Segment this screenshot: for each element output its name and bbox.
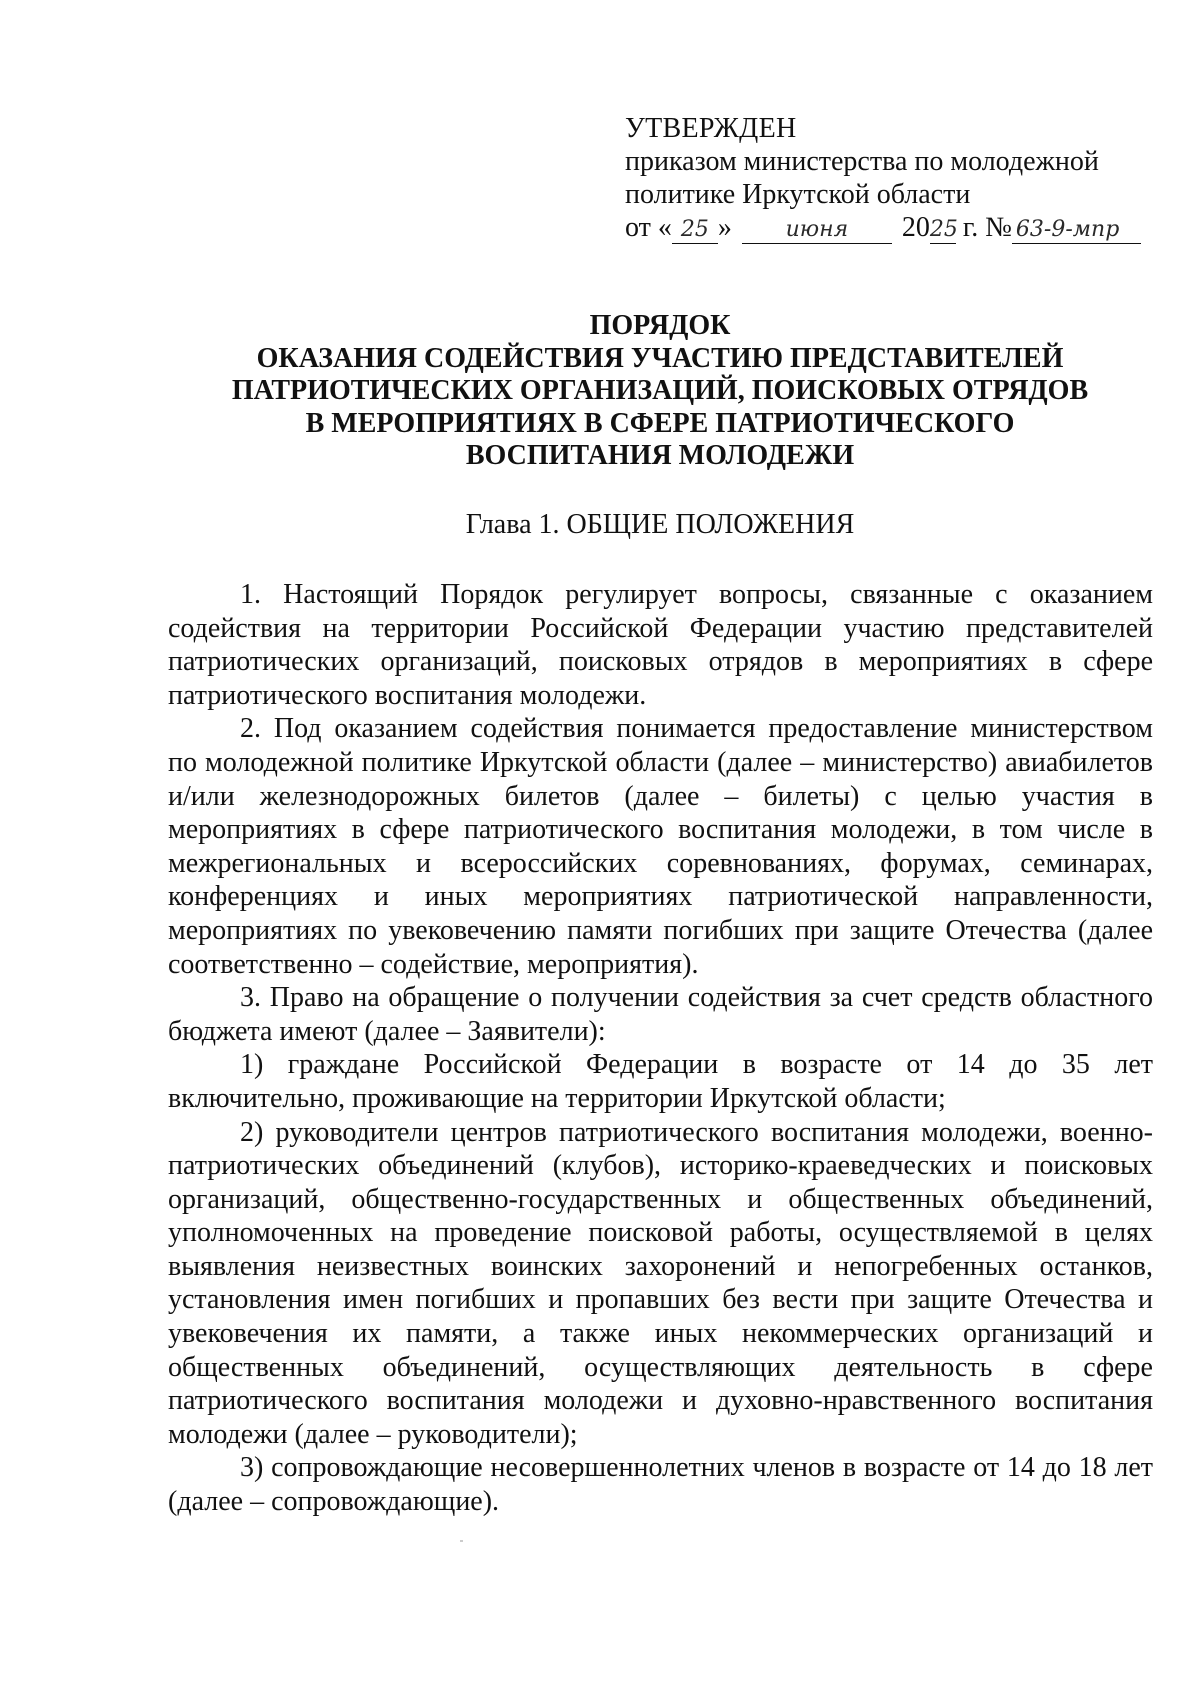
- paragraph: 1) граждане Российской Федерации в возрасте от 14 до 35 лет включительно, проживающие на территории Иркутской области;: [168, 1049, 1153, 1114]
- paragraph: 1. Настоящий Порядок регулирует вопросы, связанные с оказанием содействия на территории Российской Федерации участию представителей патриотических организаций, поисковых отрядов в мероприятиях в сфере патриотического воспитания молодежи.: [168, 579, 1153, 711]
- title-line: ПОРЯДОК: [589, 310, 731, 341]
- document-title: [160, 310, 1160, 473]
- date-suffix: г. №: [955, 212, 1012, 243]
- date-mid: »: [717, 212, 732, 243]
- date-year-prefix: 20: [901, 212, 930, 243]
- approval-line-2: политике Иркутской области: [625, 179, 971, 210]
- date-prefix: от «: [625, 212, 672, 243]
- approval-title: УТВЕРЖДЕН: [625, 113, 797, 144]
- document-body: [168, 578, 1153, 1519]
- approval-block: [625, 112, 1165, 244]
- paragraph: 3. Право на обращение о получении содействия за счет средств областного бюджета имеют (далее – Заявители):: [168, 982, 1153, 1047]
- chapter-heading: Глава 1. ОБЩИЕ ПОЛОЖЕНИЯ: [465, 509, 855, 540]
- handwritten-order-number: 63-9-мпр: [1012, 217, 1141, 244]
- handwritten-month: июня: [742, 217, 892, 244]
- title-line: ОКАЗАНИЯ СОДЕЙСТВИЯ УЧАСТИЮ ПРЕДСТАВИТЕЛЕЙ: [256, 342, 1064, 374]
- scan-speck: [460, 1540, 463, 1542]
- title-line: ВОСПИТАНИЯ МОЛОДЕЖИ: [465, 440, 855, 471]
- approval-date-line: [625, 211, 1165, 244]
- handwritten-day: 25: [672, 217, 718, 244]
- handwritten-year: 25: [929, 217, 958, 242]
- title-line: ПАТРИОТИЧЕСКИХ ОРГАНИЗАЦИЙ, ПОИСКОВЫХ ОТРЯДОВ: [231, 375, 1089, 406]
- paragraph: 2) руководители центров патриотического воспитания молодежи, военно-патриотических объединений (клубов), историко-краеведческих и поисковых организаций, общественно-государственных и общественных объединений, уполномоченных на проведение поисковой работы, осуществляемой в целях выявления неизвестных воинских захоронений и непогребенных останков, установления имен погибших и пропавших без вести при защите Отечества и увековечения их памяти, а также иных некоммерческих организаций и общественных объединений, осуществляющих деятельность в сфере патриотического воспитания молодежи и духовно-нравственного воспитания молодежи (далее – руководители);: [168, 1116, 1153, 1450]
- paragraph: 3) сопровождающие несовершеннолетних членов в возрасте от 14 до 18 лет (далее – сопровождающие).: [168, 1452, 1153, 1518]
- approval-line-1: приказом министерства по молодежной: [625, 146, 1099, 177]
- paragraph: 2. Под оказанием содействия понимается предоставление министерством по молодежной политике Иркутской области (далее – министерство) авиабилетов и/или железнодорожных билетов (далее – билеты) с целью участия в мероприятиях в сфере патриотического воспитания молодежи, в том числе в межрегиональных и всероссийских соревнованиях, форумах, семинарах, конференциях и иных мероприятиях патриотической направленности, мероприятиях по увековечению памяти погибших при защите Отечества (далее соответственно – содействие, мероприятия).: [168, 713, 1153, 980]
- title-line: В МЕРОПРИЯТИЯХ В СФЕРЕ ПАТРИОТИЧЕСКОГО: [305, 407, 1015, 439]
